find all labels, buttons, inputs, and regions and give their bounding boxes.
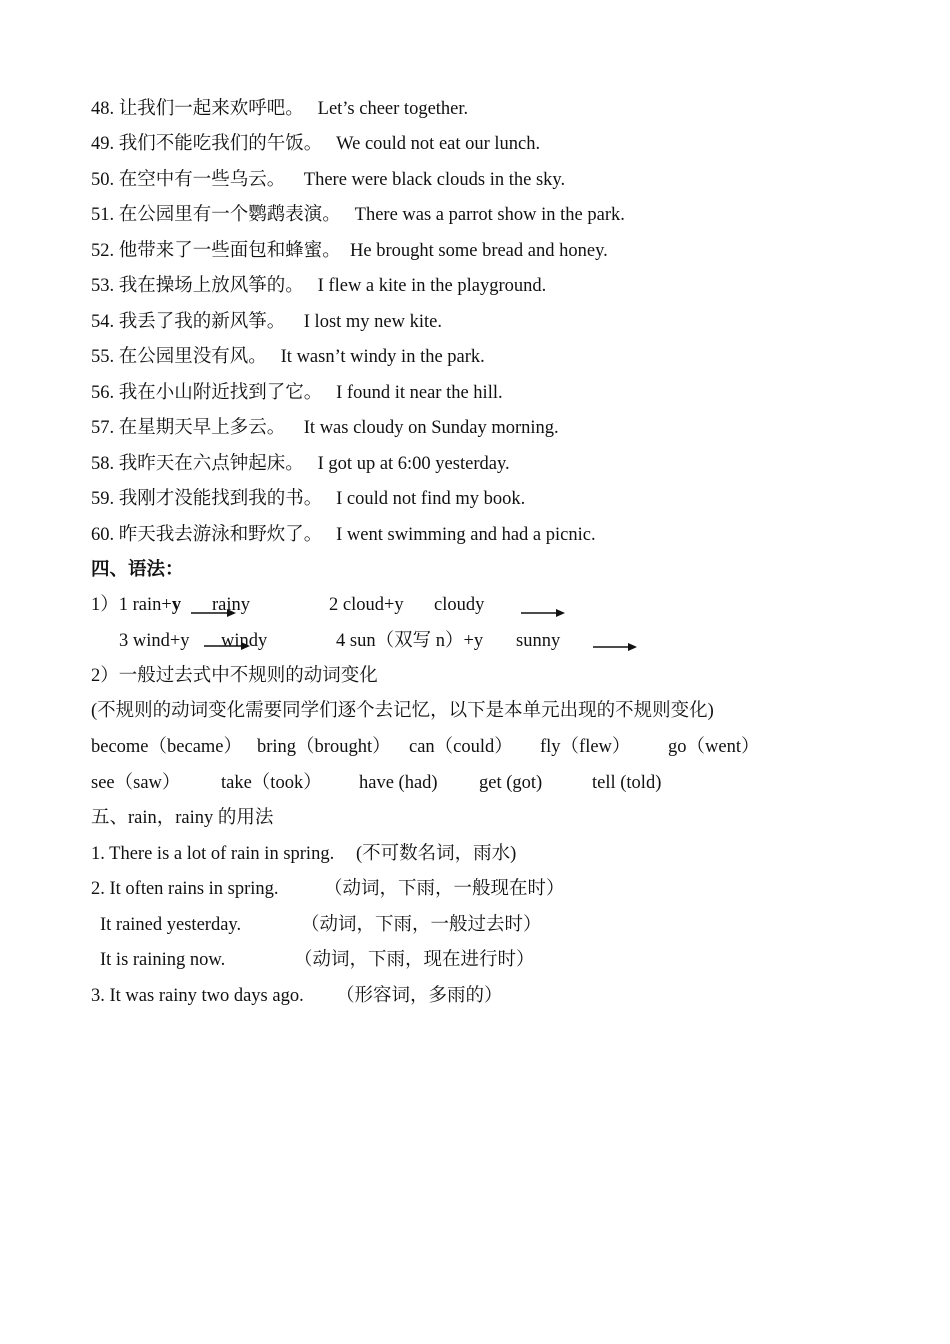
sentence-english: I could not find my book. xyxy=(336,489,526,509)
usage-note: （动词，下雨，一般现在时） xyxy=(324,879,565,899)
sentence-chinese: 我刚才没能找到我的书。 xyxy=(118,489,323,509)
verb-pair: tell (told) xyxy=(592,773,662,793)
sentence-chinese: 他带来了一些面包和蜂蜜。 xyxy=(118,241,341,261)
sentence-chinese: 在公园里没有风。 xyxy=(118,347,267,367)
sentence-chinese: 我们不能吃我们的午饭。 xyxy=(118,134,323,154)
sentence-english: He brought some bread and honey. xyxy=(350,241,608,261)
usage-note: (不可数名词，雨水) xyxy=(356,844,517,864)
sentence-number: 48. xyxy=(91,99,115,119)
sentence-number: 57. xyxy=(91,418,115,438)
verb-pair: see（saw） xyxy=(91,773,181,793)
verb-pair: get (got) xyxy=(479,773,543,793)
sentence-english: I flew a kite in the playground. xyxy=(317,276,547,296)
word-formation-result-2: cloudy xyxy=(434,595,485,615)
verb-pair: become（became） xyxy=(91,737,243,757)
usage-note: （形容词，多雨的） xyxy=(336,986,503,1006)
verb-pair: go（went） xyxy=(668,737,760,757)
usage-example: It rained yesterday. xyxy=(100,915,242,935)
sentence-57 xyxy=(91,416,559,440)
sentence-number: 54. xyxy=(91,312,115,332)
sentence-number: 52. xyxy=(91,241,115,261)
sentence-english: I got up at 6:00 yesterday. xyxy=(317,454,510,474)
sentence-number: 58. xyxy=(91,454,115,474)
sentence-chinese: 我在小山附近找到了它。 xyxy=(118,383,323,403)
sentence-number: 60. xyxy=(91,525,115,545)
sentence-english: There were black clouds in the sky. xyxy=(303,170,566,190)
sentence-60 xyxy=(91,523,596,547)
sentence-chinese: 昨天我去游泳和野炊了。 xyxy=(118,525,323,545)
sentence-48 xyxy=(91,97,468,121)
sentence-59 xyxy=(91,487,525,511)
sentence-english: I went swimming and had a picnic. xyxy=(336,525,596,545)
sentence-chinese: 我昨天在六点钟起床。 xyxy=(118,454,304,474)
word-formation-item-2: 2 cloud+y xyxy=(329,595,404,615)
sentence-number: 49. xyxy=(91,134,115,154)
word-formation-item-1 xyxy=(91,593,181,617)
sentence-54 xyxy=(91,310,442,334)
usage-heading: 五、rain，rainy 的用法 xyxy=(91,808,274,828)
verb-pair: bring（brought） xyxy=(257,737,391,757)
verb-pair: take（took） xyxy=(221,773,322,793)
sentence-chinese: 我在操场上放风筝的。 xyxy=(118,276,304,296)
sentence-english: We could not eat our lunch. xyxy=(336,134,541,154)
word-formation-result-3: windy xyxy=(221,631,268,651)
sentence-chinese: 我丢了我的新风筝。 xyxy=(118,312,286,332)
usage-example: 2. It often rains in spring. xyxy=(91,879,279,899)
verb-pair: fly（flew） xyxy=(540,737,631,757)
irregular-verbs-title: 2）一般过去式中不规则的动词变化 xyxy=(91,666,378,686)
verb-pair: can（could） xyxy=(409,737,513,757)
sentence-number: 50. xyxy=(91,170,115,190)
item-suffix: y xyxy=(171,595,182,615)
sentence-number: 55. xyxy=(91,347,115,367)
word-formation-result-4: sunny xyxy=(516,631,561,651)
sentence-53 xyxy=(91,274,546,298)
sentence-english: I found it near the hill. xyxy=(336,383,503,403)
word-formation-result-1: rainy xyxy=(212,595,251,615)
sentence-52 xyxy=(91,239,608,263)
usage-example: 1. There is a lot of rain in spring. xyxy=(91,844,335,864)
sentence-english: There was a parrot show in the park. xyxy=(354,205,625,225)
sentence-49 xyxy=(91,132,540,156)
irregular-verbs-note: (不规则的动词变化需要同学们逐个去记忆，以下是本单元出现的不规则变化) xyxy=(91,701,714,721)
sentence-chinese: 在公园里有一个鹦鹉表演。 xyxy=(118,205,341,225)
grammar-heading: 四、语法： xyxy=(91,560,184,580)
sentence-50 xyxy=(91,168,565,192)
sentence-number: 56. xyxy=(91,383,115,403)
usage-example: It is raining now. xyxy=(100,950,226,970)
item-base: 1 rain+ xyxy=(118,595,172,615)
usage-example: 3. It was rainy two days ago. xyxy=(91,986,304,1006)
arrow-icon xyxy=(593,641,639,653)
word-formation-item-3: 3 wind+y xyxy=(119,631,190,651)
sentence-chinese: 让我们一起来欢呼吧。 xyxy=(118,99,304,119)
sentence-chinese: 在空中有一些乌云。 xyxy=(118,170,286,190)
sentence-55 xyxy=(91,345,485,369)
sentence-number: 59. xyxy=(91,489,115,509)
part-prefix: 1） xyxy=(91,595,119,615)
sentence-number: 53. xyxy=(91,276,115,296)
sentence-51 xyxy=(91,203,625,227)
arrow-icon xyxy=(521,607,567,619)
sentence-chinese: 在星期天早上多云。 xyxy=(118,418,286,438)
sentence-english: Let’s cheer together. xyxy=(317,99,469,119)
word-formation-item-4: 4 sun（双写 n）+y xyxy=(336,631,484,651)
sentence-number: 51. xyxy=(91,205,115,225)
verb-pair: have (had) xyxy=(359,773,438,793)
sentence-english: It wasn’t windy in the park. xyxy=(280,347,485,367)
sentence-58 xyxy=(91,452,510,476)
sentence-english: It was cloudy on Sunday morning. xyxy=(303,418,559,438)
usage-note: （动词，下雨，现在进行时） xyxy=(294,950,535,970)
sentence-56 xyxy=(91,381,503,405)
sentence-english: I lost my new kite. xyxy=(303,312,442,332)
usage-note: （动词，下雨，一般过去时） xyxy=(301,915,542,935)
